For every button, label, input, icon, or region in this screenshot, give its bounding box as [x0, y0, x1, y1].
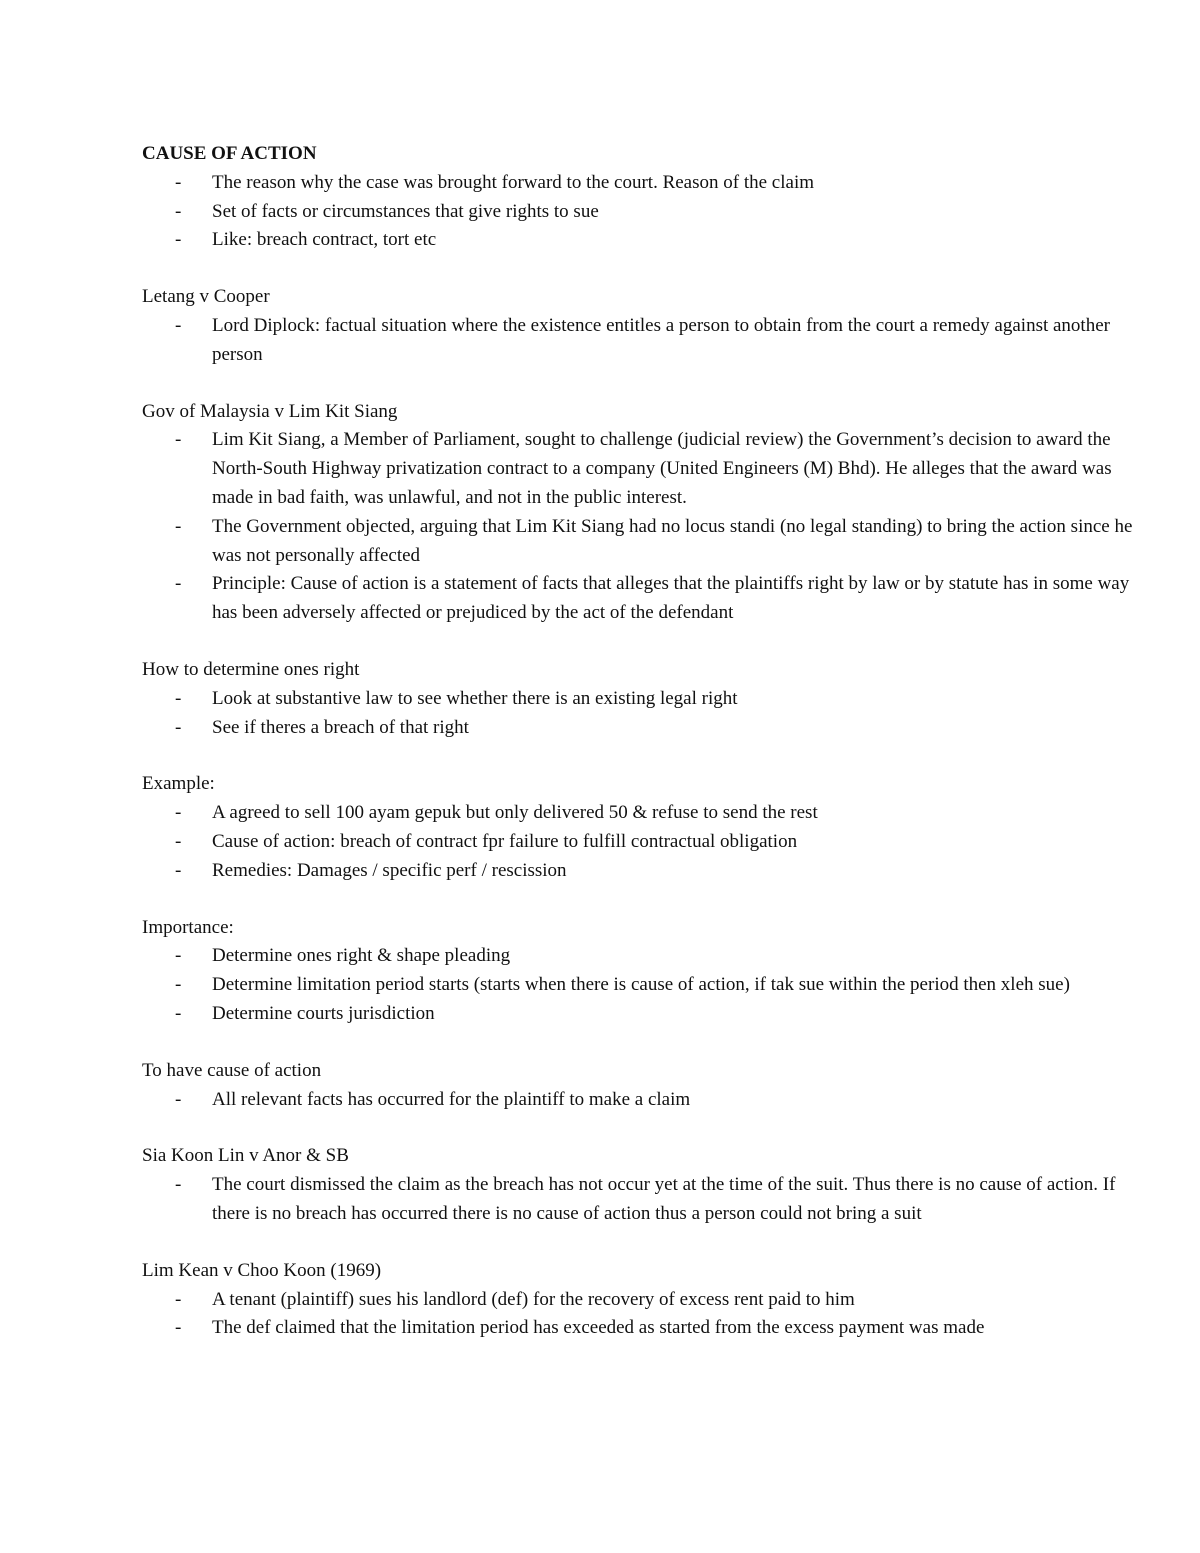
bullet-item: - The Government objected, arguing that Lim Kit Siang had no locus standi (no legal standing) to bring the action since he was not personally affected — [142, 513, 1152, 571]
bullet-item: - Determine ones right & shape pleading — [142, 942, 1152, 971]
bullet-list — [142, 685, 1152, 743]
bullet-item: - Remedies: Damages / specific perf / rescission — [142, 857, 1152, 886]
section-heading: To have cause of action — [142, 1059, 322, 1081]
bullet-list — [142, 942, 1152, 1028]
section-heading: How to determine ones right — [142, 658, 360, 680]
bullet-list — [142, 169, 1152, 255]
bullet-item: - Cause of action: breach of contract fpr failure to fulfill contractual obligation — [142, 828, 1152, 857]
note-section — [142, 1257, 1152, 1343]
section-heading: Gov of Malaysia v Lim Kit Siang — [142, 400, 398, 422]
note-section — [142, 1142, 1152, 1228]
bullet-item: - Like: breach contract, tort etc — [142, 226, 1152, 255]
bullet-item: - Determine courts jurisdiction — [142, 1000, 1152, 1029]
bullet-item: - Determine limitation period starts (starts when there is cause of action, if tak sue within the period then xleh sue) — [142, 971, 1152, 1000]
document-title: CAUSE OF ACTION — [142, 143, 317, 164]
bullet-item: - All relevant facts has occurred for the plaintiff to make a claim — [142, 1086, 1152, 1115]
section-heading: Importance: — [142, 916, 234, 938]
bullet-item: - Principle: Cause of action is a statement of facts that alleges that the plaintiffs right by law or by statute has in some way has been adversely affected or prejudiced by the act of the defendant — [142, 570, 1152, 628]
note-section — [142, 656, 1152, 742]
note-section — [142, 770, 1152, 885]
bullet-item: - Look at substantive law to see whether there is an existing legal right — [142, 685, 1152, 714]
section-heading: Lim Kean v Choo Koon (1969) — [142, 1259, 382, 1281]
bullet-item: - See if theres a breach of that right — [142, 714, 1152, 743]
bullet-item: - A agreed to sell 100 ayam gepuk but only delivered 50 & refuse to send the rest — [142, 799, 1152, 828]
bullet-item: - Lord Diplock: factual situation where the existence entitles a person to obtain from the court a remedy against another person — [142, 312, 1152, 370]
note-section — [142, 398, 1152, 628]
bullet-item: - The court dismissed the claim as the breach has not occur yet at the time of the suit. Thus there is no cause of action. If there is no breach has occurred there is no cause of action thus a person could not bring a suit — [142, 1171, 1152, 1229]
section-heading: Letang v Cooper — [142, 286, 270, 308]
bullet-list — [142, 1086, 1152, 1115]
bullet-list — [142, 312, 1152, 370]
bullet-list — [142, 426, 1152, 628]
bullet-item: - The def claimed that the limitation period has exceeded as started from the excess payment was made — [142, 1314, 1152, 1343]
section-heading: Sia Koon Lin v Anor & SB — [142, 1145, 349, 1167]
document-page — [142, 140, 1152, 1371]
bullet-item: - The reason why the case was brought forward to the court. Reason of the claim — [142, 169, 1152, 198]
note-section — [142, 140, 1152, 255]
note-section — [142, 1057, 1152, 1115]
bullet-list — [142, 799, 1152, 885]
bullet-item: - A tenant (plaintiff) sues his landlord (def) for the recovery of excess rent paid to him — [142, 1286, 1152, 1315]
bullet-item: - Lim Kit Siang, a Member of Parliament, sought to challenge (judicial review) the Government’s decision to award the North-South Highway privatization contract to a company (United Engineers (M) Bhd). He alleges that the award was made in bad faith, was unlawful, and not in the public interest. — [142, 426, 1152, 512]
note-section — [142, 283, 1152, 369]
bullet-list — [142, 1286, 1152, 1344]
bullet-list — [142, 1171, 1152, 1229]
bullet-item: - Set of facts or circumstances that give rights to sue — [142, 198, 1152, 227]
section-heading: Example: — [142, 773, 215, 795]
note-section — [142, 914, 1152, 1029]
